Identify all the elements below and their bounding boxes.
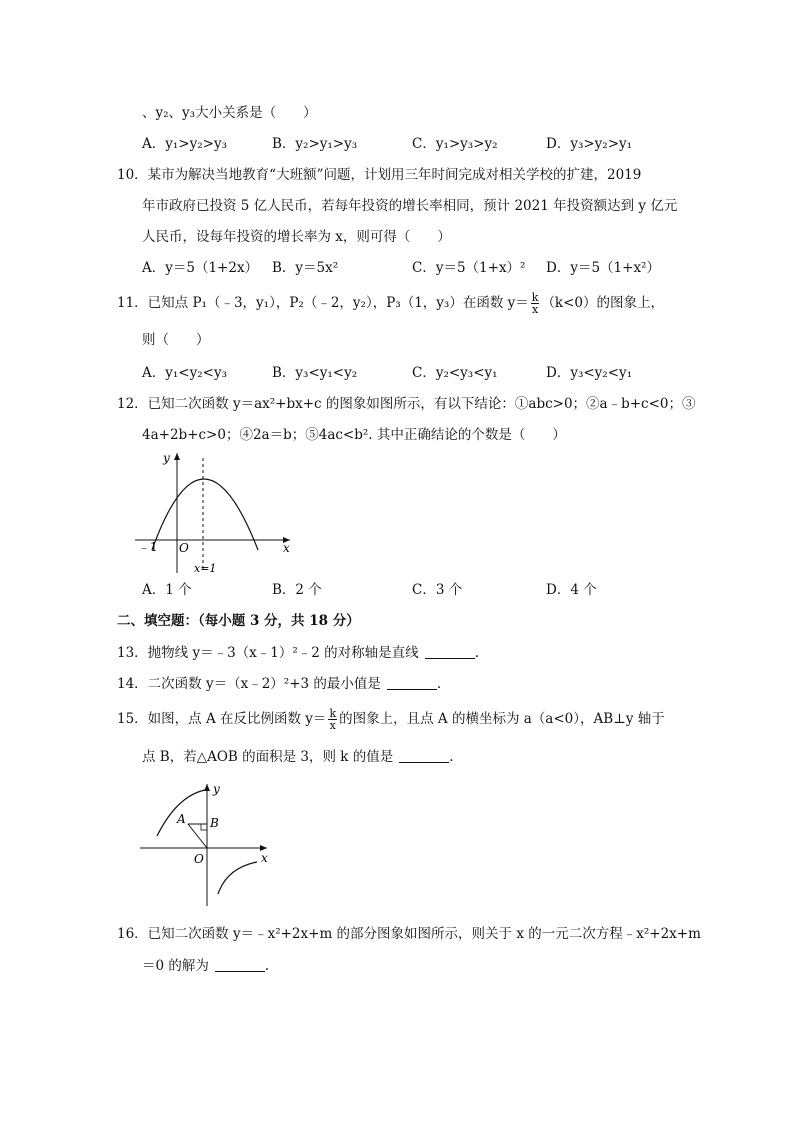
q12-parabola [152, 479, 258, 550]
q11-line-1-start: 11．已知点 P₁（﹣3，y₁），P₂（﹣2，y₂），P₃（1，y₃）在函数 y＝ [117, 295, 529, 311]
q12-option-d: D．4 个 [546, 582, 597, 598]
q11-option-c: C．y₂<y₃<y₁ [412, 365, 498, 381]
q10-option-d: D．y＝5（1+x²） [546, 260, 660, 276]
q12-y-label: y [163, 451, 170, 465]
q9-option-d: D．y₃>y₂>y₁ [546, 136, 633, 152]
q16-line-1: 16．已知二次函数 y＝﹣x²+2x+m 的部分图象如图所示，则关于 x 的一元二次方程﹣x²+2x+m [117, 926, 701, 942]
q15-line-1-start: 15．如图，点 A 在反比例函数 y＝ [117, 711, 327, 727]
q15-point-b-label: B [210, 816, 219, 830]
q15-answer-blank[interactable] [399, 750, 449, 763]
q11-option-d: D．y₃<y₂<y₁ [546, 365, 633, 381]
q15-right-angle-mark [201, 824, 207, 830]
q12-x-label: x [283, 541, 290, 555]
q12-option-a: A．1 个 [142, 582, 192, 598]
q11-fraction [531, 292, 540, 315]
q14-text: 14．二次函数 y＝（x﹣2）²+3 的最小值是 [117, 676, 381, 692]
q13-answer-blank[interactable] [425, 646, 475, 659]
q12-option-c: C．3 个 [412, 582, 463, 598]
q9-tail: 、y₂、y₃大小关系是（ ） [142, 105, 317, 121]
q10-line-1: 10．某市为解决当地教育“大班额”问题，计划用三年时间完成对相关学校的扩建，2019 [117, 167, 642, 183]
q12-origin-label: O [179, 541, 189, 555]
q11-fraction-denominator: x [531, 303, 539, 316]
q10-line-3: 人民币，设每年投资的增长率为 x，则可得（ ） [142, 229, 451, 245]
q14-line [117, 675, 441, 693]
q10-line-2: 年市政府已投资 5 亿人民币，若每年投资的增长率相同，预计 2021 年投资额达到 y 亿元 [142, 198, 678, 214]
q15-hyperbola-branch-4 [218, 862, 257, 894]
q15-line-1 [117, 708, 665, 731]
q15-line-1-end: 的图象上，且点 A 的横坐标为 a（a<0），AB⊥y 轴于 [339, 711, 665, 727]
section-2-title: 二、填空题：（每小题 3 分，共 18 分） [117, 613, 360, 629]
q15-origin-label: O [194, 852, 204, 866]
q11-line-2: 则（ ） [142, 332, 210, 348]
q13-line [117, 644, 479, 662]
q10-option-a: A．y＝5（1+2x） [142, 260, 259, 276]
q15-fraction-denominator: x [329, 719, 336, 732]
q10-option-c: C．y＝5（1+x）² [412, 260, 526, 276]
q11-fraction-numerator: k [531, 291, 539, 304]
q9-option-c: C．y₁>y₃>y₂ [412, 136, 498, 152]
q12-parabola-graph [130, 448, 310, 578]
q9-option-b: B．y₂>y₁>y₃ [272, 136, 358, 152]
q15-segment-ao [188, 824, 207, 848]
q15-y-label: y [213, 782, 220, 796]
q16-line-2 [142, 957, 269, 975]
q16-line-2-text: ＝0 的解为 [142, 958, 209, 974]
q14-end: . [436, 676, 442, 692]
q13-end: . [474, 645, 479, 661]
q13-text: 13．抛物线 y＝﹣3（x﹣1）²﹣2 的对称轴是直线 [117, 645, 419, 661]
q16-answer-blank[interactable] [215, 959, 265, 972]
q12-line-1: 12．已知二次函数 y＝ax²+bx+c 的图象如图所示，有以下结论：①abc>0；②a﹣b+c<0；③ [117, 396, 696, 412]
q15-fraction [328, 708, 337, 731]
q12-y-arrow-icon [174, 453, 180, 460]
q14-answer-blank[interactable] [387, 677, 437, 690]
q9-option-a: A．y₁>y₂>y₃ [142, 136, 227, 152]
q15-point-a-label: A [177, 812, 186, 826]
q15-line-2-text: 点 B，若△AOB 的面积是 3，则 k 的值是 [142, 749, 394, 765]
q11-line-1 [117, 292, 664, 315]
q11-line-1-end: （k<0）的图象上， [541, 295, 665, 311]
q15-line-2 [142, 748, 454, 766]
q11-option-b: B．y₃<y₁<y₂ [272, 365, 358, 381]
q10-option-b: B．y＝5x² [272, 260, 339, 276]
q12-axis-label: x=1 [194, 562, 217, 575]
q11-option-a: A．y₁<y₂<y₃ [142, 365, 227, 381]
q15-fraction-numerator: k [329, 707, 337, 720]
q16-end: . [264, 958, 270, 974]
q12-line-2: 4a+2b+c>0；④2a＝b；⑤4ac<b². 其中正确结论的个数是（ ） [142, 427, 566, 443]
q12-option-b: B．2 个 [272, 582, 322, 598]
q15-end: . [449, 749, 454, 765]
q15-hyperbola-graph [135, 776, 285, 911]
q15-x-label: x [261, 851, 268, 865]
q12-minus-one-label: ﹣1 [138, 540, 158, 554]
